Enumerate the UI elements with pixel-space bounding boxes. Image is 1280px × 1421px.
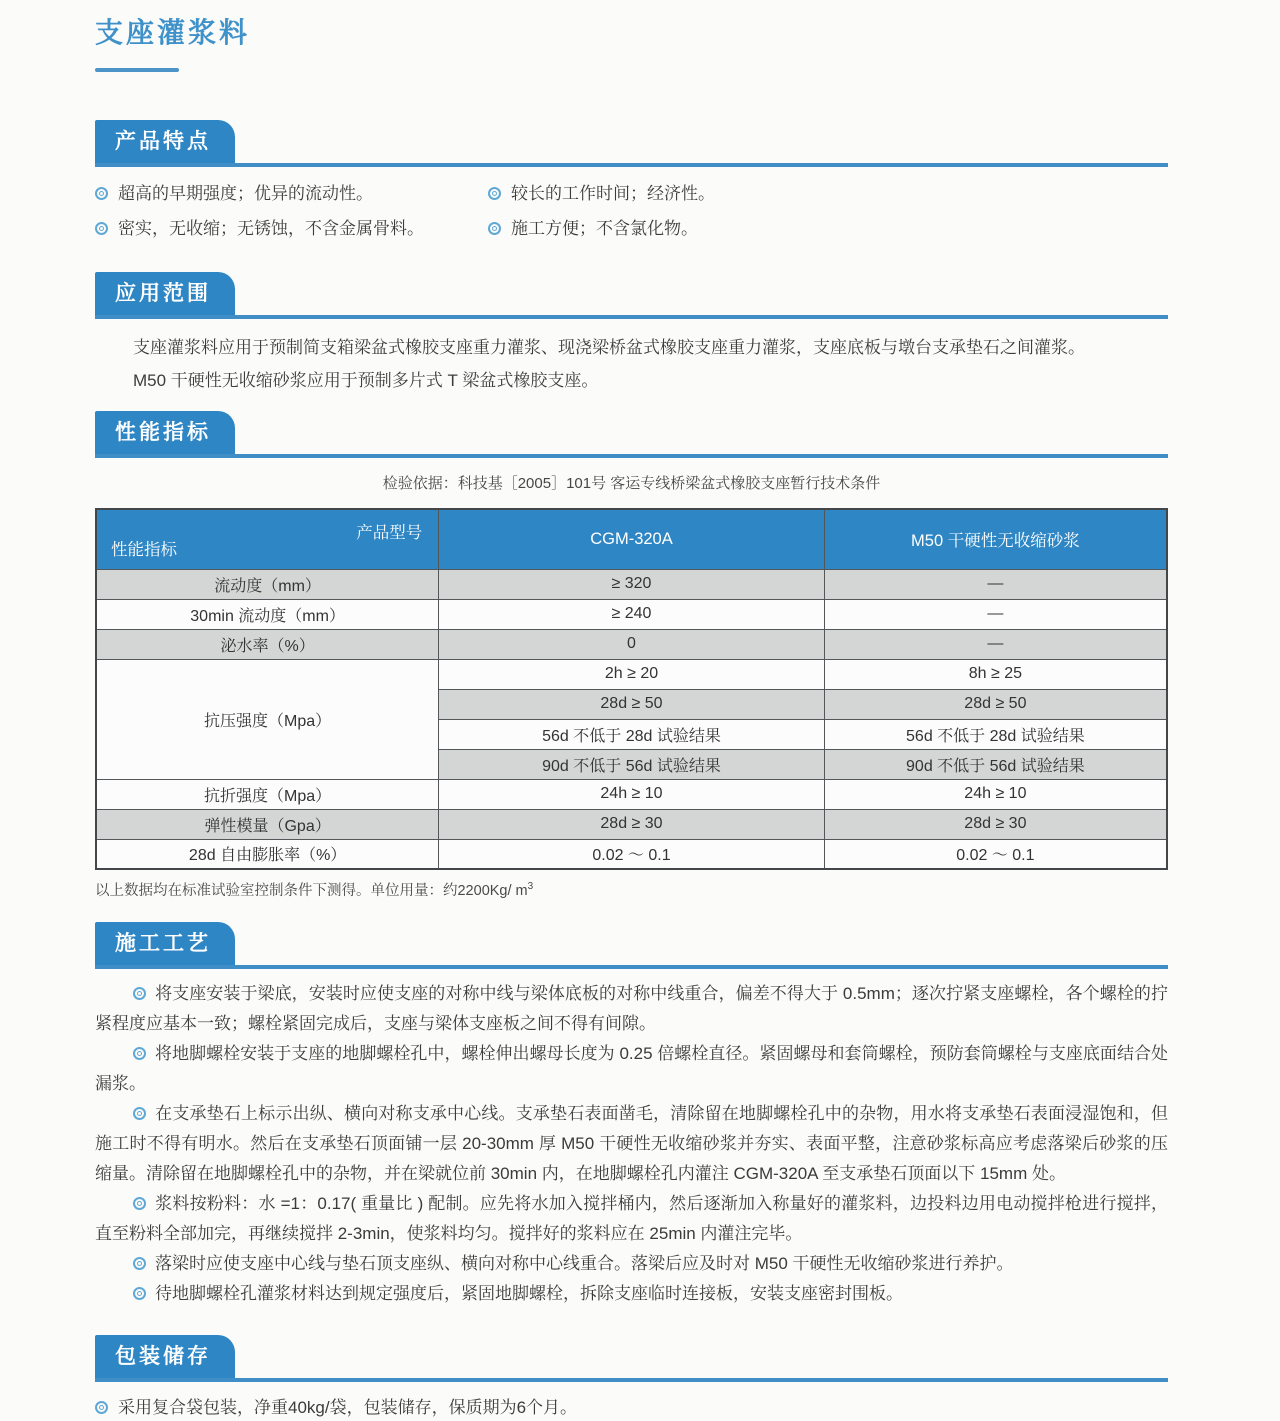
table-row (96, 809, 1167, 839)
section-header-performance (95, 411, 1168, 458)
corner-top-label: 产品型号 (356, 524, 423, 542)
table-cell: 56d 不低于 28d 试验结果 (439, 719, 825, 749)
table-corner-cell (96, 509, 439, 569)
column-header-m50: M50 干硬性无收缩砂浆 (824, 509, 1167, 569)
table-cell: 流动度（mm） (96, 569, 439, 599)
feature-item (95, 216, 488, 242)
construction-list (95, 979, 1168, 1309)
table-cell: — (824, 629, 1167, 659)
bullet-ring-icon (95, 187, 108, 200)
table-cell: 0 (439, 629, 825, 659)
document-page (95, 0, 1168, 1421)
table-row (96, 779, 1167, 809)
section-tab-packaging: 包装储存 (95, 1335, 235, 1378)
bullet-ring-icon (133, 1107, 146, 1120)
performance-basis: 检验依据：科技基［2005］101号 客运专线桥梁盆式橡胶支座暂行技术条件 (382, 475, 881, 492)
footnote-text: 以上数据均在标准试验室控制条件下测得。单位用量：约2200Kg/ m (95, 883, 528, 899)
table-cell: 0.02 ～ 0.1 (824, 839, 1167, 869)
table-cell: 2h ≥ 20 (439, 659, 825, 689)
table-header-row (96, 509, 1167, 569)
table-cell: 56d 不低于 28d 试验结果 (824, 719, 1167, 749)
construction-text: 将地脚螺栓安装于支座的地脚螺栓孔中，螺栓伸出螺母长度为 0.25 倍螺栓直径。紧固螺母和套筒螺栓，预防套筒螺栓与支座底面结合处漏浆。 (95, 1044, 1168, 1093)
table-row (96, 659, 1167, 689)
application-paragraph: M50 干硬性无收缩砂浆应用于预制多片式 T 梁盆式橡胶支座。 (133, 371, 599, 390)
construction-text: 在支承垫石上标示出纵、横向对称支承中心线。支承垫石表面凿毛，清除留在地脚螺栓孔中的杂物，用水将支承垫石表面浸湿饱和，但施工时不得有明水。然后在支承垫石顶面铺一层 20-30mm 厚 M50 干硬性无收缩砂浆并夯实、表面平整，注意砂浆标高应考虑落梁后砂浆的压缩量。清除留在地脚螺栓孔中的杂物，并在梁就位前 30min 内，在地脚螺栓孔内灌注 CGM-320A 至支承垫石顶面以下 15mm 处。 (95, 1104, 1168, 1183)
construction-paragraph (95, 1039, 1168, 1099)
table-cell: ≥ 240 (439, 599, 825, 629)
corner-bottom-label: 性能指标 (111, 540, 177, 559)
construction-paragraph (95, 1279, 1168, 1309)
table-cell: 抗压强度（Mpa） (96, 659, 439, 779)
application-paragraph: 支座灌浆料应用于预制简支箱梁盆式橡胶支座重力灌浆、现浇梁桥盆式橡胶支座重力灌浆，支座底板与墩台支承垫石之间灌浆。 (133, 338, 1085, 357)
section-header-features (95, 120, 1168, 167)
section-tab-application: 应用范围 (95, 272, 235, 315)
section-header-packaging (95, 1335, 1168, 1382)
construction-text: 将支座安装于梁底，安装时应使支座的对称中线与梁体底板的对称中线重合，偏差不得大于 0.5mm；逐次拧紧支座螺栓，各个螺栓的拧紧程度应基本一致；螺栓紧固完成后，支座与梁体支座板之间不得有间隙。 (95, 984, 1168, 1033)
section-tab-performance: 性能指标 (95, 411, 235, 454)
table-cell: 90d 不低于 56d 试验结果 (439, 749, 825, 779)
feature-item (488, 181, 1168, 207)
bullet-ring-icon (95, 1401, 108, 1414)
bullet-ring-icon (133, 1047, 146, 1060)
section-header-construction (95, 922, 1168, 969)
bullet-ring-icon (133, 987, 146, 1000)
table-cell: 24h ≥ 10 (824, 779, 1167, 809)
table-row (96, 599, 1167, 629)
table-cell: — (824, 599, 1167, 629)
construction-text: 落梁时应使支座中心线与垫石顶支座纵、横向对称中心线重合。落梁后应及时对 M50 干硬性无收缩砂浆进行养护。 (155, 1254, 1014, 1273)
table-cell: 28d 自由膨胀率（%） (96, 839, 439, 869)
feature-text: 较长的工作时间；经济性。 (511, 184, 715, 203)
title-underline (95, 68, 179, 72)
bullet-ring-icon (95, 222, 108, 235)
table-cell: 8h ≥ 25 (824, 659, 1167, 689)
bullet-ring-icon (133, 1197, 146, 1210)
feature-text: 施工方便；不含氯化物。 (511, 219, 698, 238)
construction-paragraph (95, 979, 1168, 1039)
table-cell: — (824, 569, 1167, 599)
performance-footnote (95, 879, 1168, 900)
column-header-cgm: CGM-320A (439, 509, 825, 569)
table-cell: 抗折强度（Mpa） (96, 779, 439, 809)
footnote-superscript: 3 (527, 881, 534, 893)
construction-text: 待地脚螺栓孔灌浆材料达到规定强度后，紧固地脚螺栓，拆除支座临时连接板，安装支座密封围板。 (155, 1284, 903, 1303)
table-row (96, 629, 1167, 659)
bullet-ring-icon (488, 222, 501, 235)
table-cell: 28d ≥ 50 (824, 689, 1167, 719)
section-header-application (95, 272, 1168, 319)
feature-text: 超高的早期强度；优异的流动性。 (118, 184, 373, 203)
application-text (95, 331, 1168, 397)
table-cell: 28d ≥ 30 (439, 809, 825, 839)
table-cell: ≥ 320 (439, 569, 825, 599)
table-cell: 28d ≥ 30 (824, 809, 1167, 839)
feature-item (488, 216, 1168, 242)
construction-paragraph (95, 1099, 1168, 1189)
performance-table-body (96, 569, 1167, 869)
packaging-text: 采用复合袋包装，净重40kg/袋，包装储存，保质期为6个月。 (118, 1398, 578, 1417)
table-cell: 24h ≥ 10 (439, 779, 825, 809)
page-title: 支座灌浆料 (95, 17, 251, 48)
section-tab-features: 产品特点 (95, 120, 235, 163)
bullet-ring-icon (133, 1287, 146, 1300)
feature-text: 密实，无收缩；无锈蚀，不含金属骨料。 (118, 219, 424, 238)
construction-paragraph (95, 1189, 1168, 1249)
features-list (95, 181, 1168, 242)
construction-paragraph (95, 1249, 1168, 1279)
section-tab-construction: 施工工艺 (95, 922, 235, 965)
table-cell: 28d ≥ 50 (439, 689, 825, 719)
feature-item (95, 181, 488, 207)
table-cell: 90d 不低于 56d 试验结果 (824, 749, 1167, 779)
table-cell: 泌水率（%） (96, 629, 439, 659)
performance-table (95, 508, 1168, 870)
bullet-ring-icon (488, 187, 501, 200)
table-cell: 30min 流动度（mm） (96, 599, 439, 629)
bullet-ring-icon (133, 1257, 146, 1270)
table-cell: 0.02 ～ 0.1 (439, 839, 825, 869)
table-row (96, 569, 1167, 599)
packaging-paragraph (95, 1395, 1168, 1421)
table-row (96, 839, 1167, 869)
table-cell: 弹性模量（Gpa） (96, 809, 439, 839)
construction-text: 浆料按粉料：水 =1：0.17( 重量比 ) 配制。应先将水加入搅拌桶内，然后逐渐加入称量好的灌浆料，边投料边用电动搅拌枪进行搅拌，直至粉料全部加完，再继续搅拌 2-3min，使浆料均匀。搅拌好的浆料应在 25min 内灌注完毕。 (95, 1194, 1168, 1243)
